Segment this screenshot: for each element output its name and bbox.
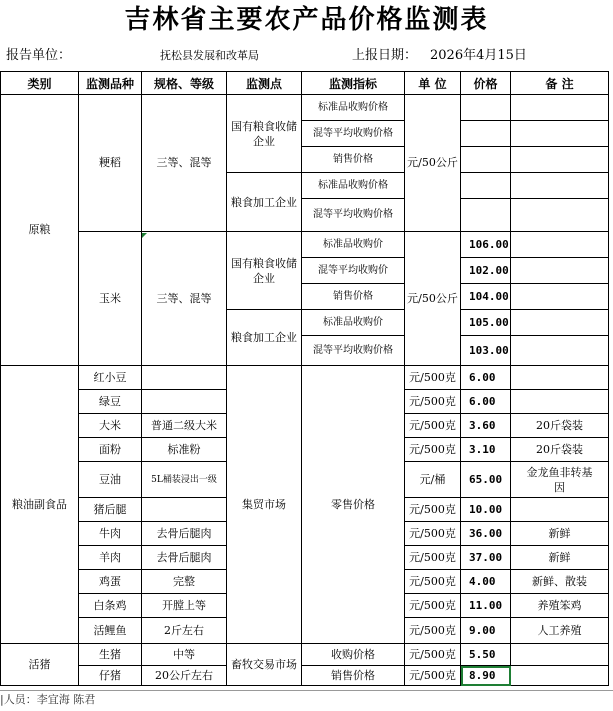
indicator-cell[interactable]: 标准品收购价格 xyxy=(302,173,405,199)
unit-cell[interactable]: 元/500克 xyxy=(405,522,461,546)
note-cell[interactable] xyxy=(511,644,609,666)
price-cell[interactable]: 6.00 xyxy=(461,366,511,390)
price-cell[interactable] xyxy=(461,121,511,147)
note-cell[interactable] xyxy=(511,121,609,147)
header-note[interactable]: 备 注 xyxy=(511,72,609,95)
note-cell[interactable]: 20斤袋装 xyxy=(511,438,609,462)
spec-cell[interactable]: 5L桶装浸出一级 xyxy=(142,462,227,498)
price-cell[interactable]: 36.00 xyxy=(461,522,511,546)
variety-cell[interactable]: 仔猪 xyxy=(79,666,142,686)
note-cell[interactable]: 20斤袋装 xyxy=(511,414,609,438)
price-cell[interactable]: 11.00 xyxy=(461,594,511,618)
indicator-cell[interactable]: 标准品收购价格 xyxy=(302,95,405,121)
spec-corn[interactable]: 三等、混等 xyxy=(142,232,227,366)
indicator-retail[interactable]: 零售价格 xyxy=(302,366,405,644)
indicator-cell[interactable]: 销售价格 xyxy=(302,666,405,686)
note-cell[interactable] xyxy=(511,284,609,310)
unit-cell[interactable]: 元/500克 xyxy=(405,390,461,414)
header-unit[interactable]: 单 位 xyxy=(405,72,461,95)
spec-cell[interactable]: 去骨后腿肉 xyxy=(142,546,227,570)
variety-corn[interactable]: 玉米 xyxy=(79,232,142,366)
price-cell[interactable] xyxy=(461,199,511,232)
price-cell[interactable]: 5.50 xyxy=(461,644,511,666)
point-rice-state[interactable]: 国有粮食收储企业 xyxy=(227,95,302,173)
table-row xyxy=(1,95,609,121)
variety-rice[interactable]: 粳稻 xyxy=(79,95,142,232)
indicator-cell[interactable]: 混等平均收购价格 xyxy=(302,121,405,147)
note-cell[interactable] xyxy=(511,147,609,173)
unit-cell[interactable]: 元/500克 xyxy=(405,570,461,594)
point-corn-state[interactable]: 国有粮食收储企业 xyxy=(227,232,302,310)
note-cell[interactable]: 养殖笨鸡 xyxy=(511,594,609,618)
note-cell[interactable] xyxy=(511,498,609,522)
variety-cell[interactable]: 绿豆 xyxy=(79,390,142,414)
unit-cell[interactable]: 元/500克 xyxy=(405,498,461,522)
variety-cell[interactable]: 活鲤鱼 xyxy=(79,618,142,644)
price-cell[interactable]: 37.00 xyxy=(461,546,511,570)
price-cell[interactable]: 65.00 xyxy=(461,462,511,498)
report-unit-label: 报告单位： xyxy=(6,48,72,63)
header-indicator[interactable]: 监测指标 xyxy=(302,72,405,95)
indicator-cell[interactable]: 标准品收购价 xyxy=(302,232,405,258)
variety-cell[interactable]: 鸡蛋 xyxy=(79,570,142,594)
variety-cell[interactable]: 大米 xyxy=(79,414,142,438)
unit-cell[interactable]: 元/500克 xyxy=(405,414,461,438)
cell-comment-marker xyxy=(142,233,147,238)
variety-cell[interactable]: 白条鸡 xyxy=(79,594,142,618)
header-category[interactable]: 类别 xyxy=(1,72,79,95)
spec-cell[interactable]: 2斤左右 xyxy=(142,618,227,644)
point-rice-processing[interactable]: 粮食加工企业 xyxy=(227,173,302,232)
note-cell[interactable] xyxy=(511,666,609,686)
price-cell[interactable]: 9.00 xyxy=(461,618,511,644)
table-row xyxy=(1,644,609,666)
indicator-cell[interactable]: 销售价格 xyxy=(302,284,405,310)
price-cell[interactable] xyxy=(461,173,511,199)
unit-cell[interactable]: 元/500克 xyxy=(405,366,461,390)
unit-cell[interactable]: 元/桶 xyxy=(405,462,461,498)
indicator-cell[interactable]: 收购价格 xyxy=(302,644,405,666)
price-cell[interactable]: 104.00 xyxy=(461,284,511,310)
table-row xyxy=(1,666,609,686)
header-point[interactable]: 监测点 xyxy=(227,72,302,95)
table-row xyxy=(1,366,609,390)
unit-cell[interactable]: 元/500克 xyxy=(405,594,461,618)
header-variety[interactable]: 监测品种 xyxy=(79,72,142,95)
report-unit-value: 抚松县发展和改革局 xyxy=(160,49,259,62)
report-date-label: 上报日期： xyxy=(352,48,418,63)
price-cell[interactable]: 102.00 xyxy=(461,258,511,284)
price-cell[interactable]: 3.60 xyxy=(461,414,511,438)
report-title: 吉林省主要农产品价格监测表 xyxy=(124,5,489,35)
note-cell[interactable] xyxy=(511,232,609,258)
price-cell[interactable]: 4.00 xyxy=(461,570,511,594)
header-price[interactable]: 价格 xyxy=(461,72,511,95)
price-table xyxy=(0,71,609,686)
unit-cell[interactable]: 元/500克 xyxy=(405,438,461,462)
footer-staff: |人员：李宜海 陈君 xyxy=(0,690,613,709)
header-spec[interactable]: 规格、等级 xyxy=(142,72,227,95)
variety-cell[interactable]: 面粉 xyxy=(79,438,142,462)
indicator-cell[interactable]: 混等平均收购价格 xyxy=(302,199,405,232)
report-date-value: 2026年4月15日 xyxy=(430,48,527,63)
variety-cell[interactable]: 生猪 xyxy=(79,644,142,666)
price-cell[interactable]: 103.00 xyxy=(461,336,511,366)
price-cell[interactable]: 106.00 xyxy=(461,232,511,258)
indicator-cell[interactable]: 混等平均收购价 xyxy=(302,258,405,284)
note-cell[interactable] xyxy=(511,390,609,414)
table-row xyxy=(1,232,609,258)
spec-cell[interactable]: 去骨后腿肉 xyxy=(142,522,227,546)
note-cell[interactable]: 新鲜 xyxy=(511,546,609,570)
indicator-cell[interactable]: 混等平均收购价格 xyxy=(302,336,405,366)
selected-price-cell[interactable]: 8.90 xyxy=(461,666,511,686)
unit-cell[interactable]: 元/500克 xyxy=(405,618,461,644)
price-cell[interactable]: 10.00 xyxy=(461,498,511,522)
spec-rice[interactable]: 三等、混等 xyxy=(142,95,227,232)
variety-cell[interactable]: 红小豆 xyxy=(79,366,142,390)
spec-cell[interactable] xyxy=(142,498,227,522)
note-cell[interactable] xyxy=(511,366,609,390)
unit-cell[interactable]: 元/500克 xyxy=(405,666,461,686)
spec-cell[interactable]: 开膛上等 xyxy=(142,594,227,618)
note-cell[interactable] xyxy=(511,336,609,366)
spec-cell[interactable] xyxy=(142,390,227,414)
spec-cell[interactable]: 中等 xyxy=(142,644,227,666)
spec-cell[interactable]: 完整 xyxy=(142,570,227,594)
indicator-cell[interactable]: 标准品收购价 xyxy=(302,310,405,336)
spec-cell[interactable]: 标准粉 xyxy=(142,438,227,462)
indicator-cell[interactable]: 销售价格 xyxy=(302,147,405,173)
price-cell[interactable]: 6.00 xyxy=(461,390,511,414)
price-cell[interactable] xyxy=(461,95,511,121)
note-cell[interactable]: 人工养殖 xyxy=(511,618,609,644)
note-cell[interactable]: 新鲜、散装 xyxy=(511,570,609,594)
unit-corn[interactable]: 元/50公斤 xyxy=(405,232,461,366)
variety-cell[interactable]: 牛肉 xyxy=(79,522,142,546)
spec-cell[interactable] xyxy=(142,366,227,390)
spec-cell[interactable]: 20公斤左右 xyxy=(142,666,227,686)
unit-cell[interactable]: 元/500克 xyxy=(405,546,461,570)
price-cell[interactable]: 105.00 xyxy=(461,310,511,336)
point-corn-processing[interactable]: 粮食加工企业 xyxy=(227,310,302,366)
note-cell[interactable] xyxy=(511,95,609,121)
unit-cell[interactable]: 元/500克 xyxy=(405,644,461,666)
category-oil-food[interactable]: 粮油副食品 xyxy=(1,366,79,644)
price-cell[interactable]: 3.10 xyxy=(461,438,511,462)
note-cell[interactable]: 新鲜 xyxy=(511,522,609,546)
category-grain[interactable]: 原粮 xyxy=(1,95,79,366)
price-cell[interactable] xyxy=(461,147,511,173)
spec-cell[interactable]: 普通二级大米 xyxy=(142,414,227,438)
note-cell[interactable] xyxy=(511,258,609,284)
unit-rice[interactable]: 元/50公斤 xyxy=(405,95,461,232)
category-pig[interactable]: 活猪 xyxy=(1,644,79,686)
note-cell[interactable] xyxy=(511,199,609,232)
point-livestock-market[interactable]: 畜牧交易市场 xyxy=(227,644,302,686)
point-market[interactable]: 集贸市场 xyxy=(227,366,302,644)
note-cell[interactable] xyxy=(511,173,609,199)
note-cell[interactable] xyxy=(511,310,609,336)
variety-cell[interactable]: 猪后腿 xyxy=(79,498,142,522)
variety-cell[interactable]: 豆油 xyxy=(79,462,142,498)
header-row xyxy=(1,72,609,95)
variety-cell[interactable]: 羊肉 xyxy=(79,546,142,570)
note-cell[interactable]: 金龙鱼非转基因 xyxy=(511,462,609,498)
